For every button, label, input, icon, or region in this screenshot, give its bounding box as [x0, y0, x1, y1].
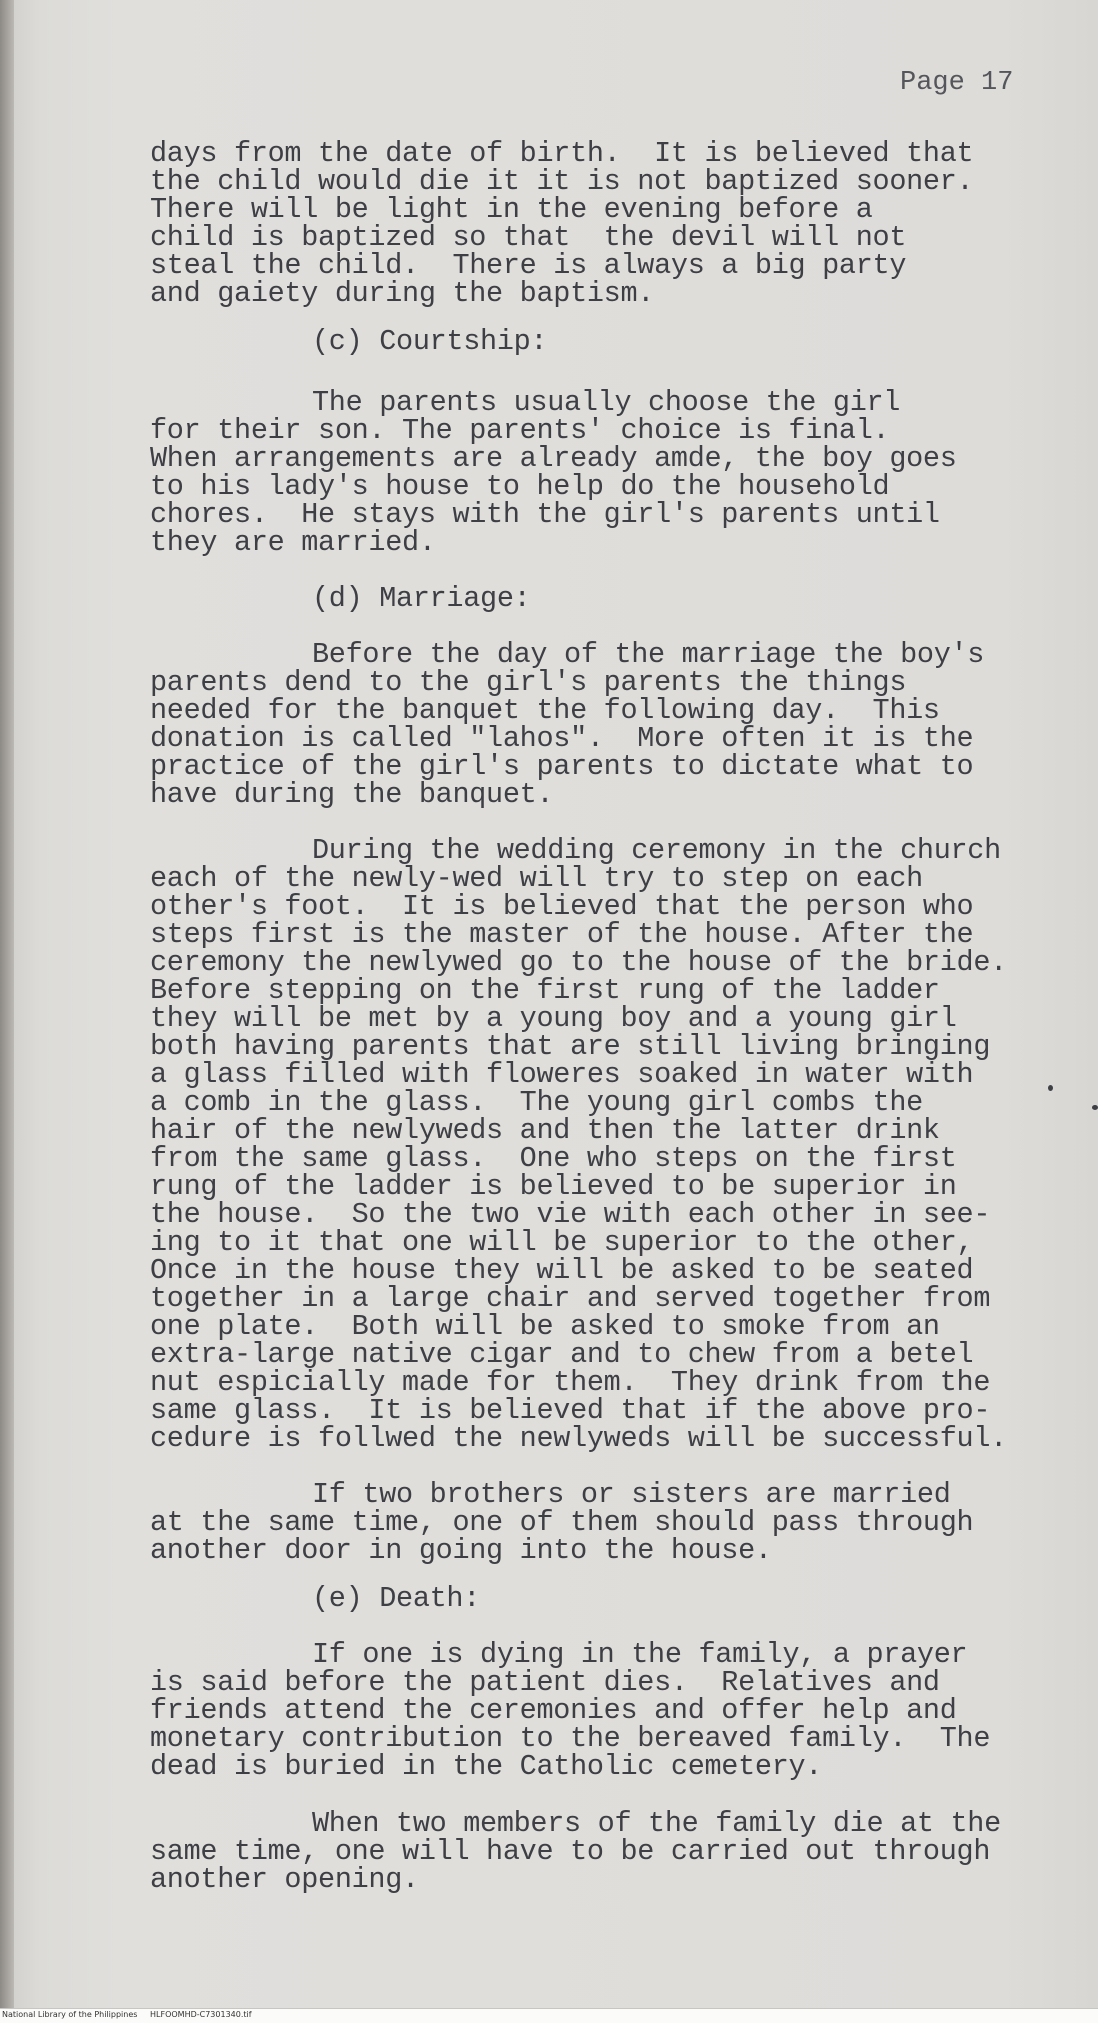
text-line: from the same glass. One who steps on the first	[150, 1142, 957, 1175]
text-line: friends attend the ceremonies and offer help and	[150, 1694, 957, 1727]
text-line: If one is dying in the family, a prayer	[312, 1638, 968, 1671]
text-line: steps first is the master of the house. After the	[150, 918, 974, 951]
text-line: chores. He stays with the girl's parents until	[150, 498, 940, 531]
text-line: hair of the newlyweds and then the latter drink	[150, 1114, 940, 1147]
text-line: needed for the banquet the following day. This	[150, 694, 940, 727]
ink-speck	[1048, 1085, 1053, 1091]
text-line: donation is called "lahos". More often it is the	[150, 722, 974, 755]
text-line: days from the date of birth. It is believed that	[150, 137, 974, 170]
text-line: same time, one will have to be carried out through	[150, 1835, 991, 1868]
text-line: parents dend to the girl's parents the things	[150, 666, 907, 699]
text-line: one plate. Both will be asked to smoke from an	[150, 1310, 940, 1343]
text-line: steal the child. There is always a big party	[150, 249, 907, 282]
section-heading: (e) Death:	[312, 1582, 481, 1615]
text-line: During the wedding ceremony in the church	[312, 834, 1001, 867]
text-line: The parents usually choose the girl	[312, 386, 901, 419]
text-line: same glass. It is believed that if the above pro-	[150, 1394, 991, 1427]
text-line: When arrangements are already amde, the boy goes	[150, 442, 957, 475]
text-line: ceremony the newlywed go to the house of the bride.	[150, 946, 1007, 979]
text-line: rung of the ladder is believed to be superior in	[150, 1170, 957, 1203]
text-line: Before stepping on the first rung of the ladder	[150, 974, 940, 1007]
text-line: and gaiety during the baptism.	[150, 277, 655, 310]
section-heading: (c) Courtship:	[312, 325, 548, 358]
footer-right: HLFOOMHD-C7301340.tif	[150, 2010, 252, 2019]
text-line: cedure is follwed the newlyweds will be successful.	[150, 1422, 1007, 1455]
text-line: to his lady's house to help do the household	[150, 470, 890, 503]
text-line: they will be met by a young boy and a young girl	[150, 1002, 957, 1035]
text-line: Before the day of the marriage the boy's	[312, 638, 985, 671]
text-line: There will be light in the evening before a	[150, 193, 873, 226]
text-line: they are married.	[150, 526, 436, 559]
text-line: at the same time, one of them should pass through	[150, 1506, 974, 1539]
text-line: have during the banquet.	[150, 778, 554, 811]
text-line: another door in going into the house.	[150, 1534, 772, 1567]
text-line: together in a large chair and served together from	[150, 1282, 991, 1315]
text-line: a glass filled with floweres soaked in water with	[150, 1058, 974, 1091]
text-line: extra-large native cigar and to chew from a betel	[150, 1338, 974, 1371]
page-binding-edge	[0, 0, 14, 2023]
text-line: practice of the girl's parents to dictate what to	[150, 750, 974, 783]
text-line: If two brothers or sisters are married	[312, 1478, 951, 1511]
text-line: is said before the patient dies. Relatives and	[150, 1666, 940, 1699]
text-line: nut espicially made for them. They drink from the	[150, 1366, 991, 1399]
text-line: each of the newly-wed will try to step on each	[150, 862, 923, 895]
text-line: monetary contribution to the bereaved family. The	[150, 1722, 991, 1755]
text-line: ing to it that one will be superior to the other,	[150, 1226, 974, 1259]
text-line: dead is buried in the Catholic cemetery.	[150, 1750, 823, 1783]
scan-footer	[0, 2008, 1098, 2023]
text-line: for their son. The parents' choice is final.	[150, 414, 890, 447]
text-line: child is baptized so that the devil will not	[150, 221, 907, 254]
text-line: When two members of the family die at the	[312, 1807, 1001, 1840]
text-line: both having parents that are still living bringing	[150, 1030, 991, 1063]
ink-speck	[1092, 1105, 1098, 1110]
page-number: Page 17	[900, 68, 1014, 98]
text-line: Once in the house they will be asked to be seated	[150, 1254, 974, 1287]
text-line: another opening.	[150, 1863, 419, 1896]
text-line: the house. So the two vie with each other in see-	[150, 1198, 991, 1231]
footer-left: National Library of the Philippines	[2, 2010, 138, 2019]
text-line: other's foot. It is believed that the person who	[150, 890, 974, 923]
section-heading: (d) Marriage:	[312, 582, 531, 615]
text-line: the child would die it it is not baptized sooner.	[150, 165, 974, 198]
text-line: a comb in the glass. The young girl combs the	[150, 1086, 923, 1119]
